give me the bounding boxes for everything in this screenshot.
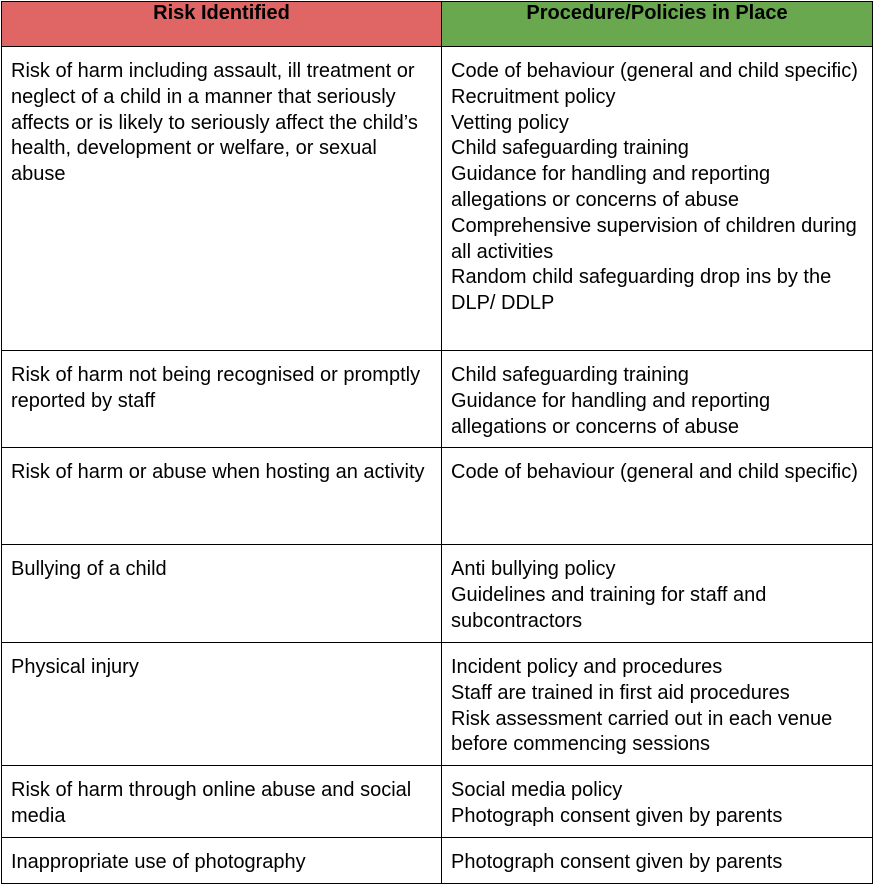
procedures-cell [442, 766, 873, 838]
procedures-cell [442, 47, 873, 351]
procedure-item: Staff are trained in first aid procedures [451, 681, 790, 704]
procedure-item: Child safeguarding training [451, 364, 689, 386]
table-row [2, 766, 873, 838]
procedure-item: Risk assessment carried out in each venue before commencing sessions [451, 707, 833, 756]
risk-cell [2, 766, 442, 838]
procedures-cell [442, 545, 873, 643]
procedure-item: Social media policy [451, 779, 623, 801]
procedure-item: Anti bullying policy [451, 558, 616, 580]
procedure-item: Child safeguarding training [451, 137, 689, 160]
risk-cell [2, 545, 442, 643]
procedure-item: Recruitment policy [451, 85, 616, 108]
table-row [2, 351, 873, 448]
procedure-item: Guidance for handling and reporting allegations or concerns of abuse [451, 389, 771, 438]
risk-text: Inappropriate use of photography [11, 851, 306, 873]
procedure-item: Code of behaviour (general and child specific) [451, 60, 858, 82]
risk-text: Risk of harm not being recognised or promptly reported by staff [11, 364, 421, 412]
risk-text: Physical injury [11, 656, 139, 678]
procedure-item: Code of behaviour (general and child specific) [451, 461, 858, 483]
procedure-item: Photograph consent given by parents [451, 851, 783, 873]
procedures-header: Procedure/Policies in Place [442, 2, 873, 47]
risk-cell [2, 643, 442, 766]
procedure-item: Incident policy and procedures [451, 656, 723, 678]
risk-cell [2, 351, 442, 448]
procedures-cell [442, 838, 873, 884]
risk-cell [2, 448, 442, 545]
risk-identified-header: Risk Identified [2, 2, 442, 47]
procedure-item: Guidelines and training for staff and subcontractors [451, 583, 767, 632]
table-row [2, 643, 873, 766]
procedures-cell [442, 643, 873, 766]
risk-cell [2, 47, 442, 351]
procedure-item: Vetting policy [451, 111, 569, 134]
procedure-item: Comprehensive supervision of children during all activities [451, 214, 857, 263]
procedures-cell [442, 448, 873, 545]
table-row [2, 545, 873, 643]
table-row [2, 448, 873, 545]
risk-cell [2, 838, 442, 884]
risk-text: Bullying of a child [11, 558, 167, 580]
risk-table [1, 1, 873, 884]
risk-text: Risk of harm or abuse when hosting an activity [11, 461, 425, 483]
procedure-item: Photograph consent given by parents [451, 804, 783, 827]
table-row [2, 47, 873, 351]
procedures-cell [442, 351, 873, 448]
risk-text: Risk of harm including assault, ill treatment or neglect of a child in a manner that seriously affects or is likely to seriously affect the child’s health, development or welfare, or sexual abuse [11, 60, 418, 186]
procedure-item: Random child safeguarding drop ins by the DLP/ DDLP [451, 266, 832, 315]
table-row [2, 838, 873, 884]
header-row [2, 2, 873, 47]
procedure-item: Guidance for handling and reporting allegations or concerns of abuse [451, 163, 771, 211]
risk-text: Risk of harm through online abuse and social media [11, 779, 412, 827]
